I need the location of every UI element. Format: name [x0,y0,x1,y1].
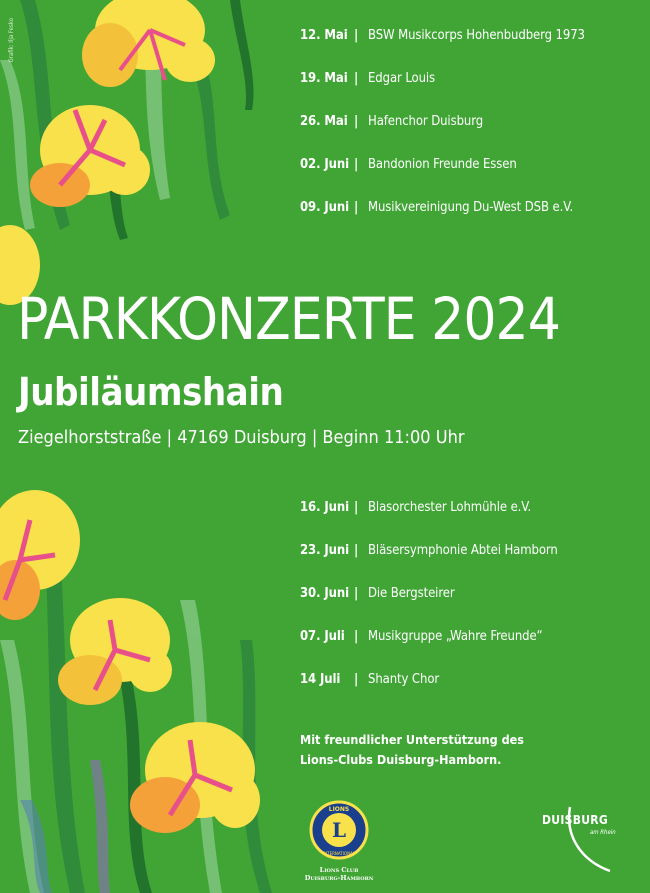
schedule-list-top [300,26,585,241]
illustration-credit: Grafik: Ilja Fesko [8,18,15,63]
schedule-item [300,584,558,627]
event-act: Musikvereinigung Du-West DSB e.V. [368,200,574,215]
separator: | [354,157,359,172]
schedule-list-bottom [300,498,558,713]
event-date: 16. Juni [300,500,349,515]
lions-club-label [304,866,374,882]
separator: | [354,629,359,644]
venue-name: Jubiläumshain [18,370,284,414]
event-act: Edgar Louis [368,71,436,86]
lions-badge-sub: INTERNATIONAL [322,851,356,856]
yellow-flower-icon [130,722,260,833]
lions-label-line: Lions Club [319,866,359,874]
separator: | [354,114,359,129]
schedule-item [300,541,558,584]
lions-emblem-icon [304,800,374,860]
event-date: 26. Mai [300,114,348,129]
event-act: Musikgruppe „Wahre Freunde“ [368,629,543,644]
event-date: 07. Juli [300,629,345,644]
schedule-item [300,670,558,713]
event-date: 14 Juli [300,672,341,687]
separator: | [354,586,359,601]
event-date: 19. Mai [300,71,348,86]
yellow-flower-icon [0,490,80,620]
sponsor-line: Mit freundlicher Unterstützung des [300,732,524,747]
separator: | [354,28,359,43]
duisburg-subline: am Rhein [590,829,616,836]
event-date: 02. Juni [300,157,349,172]
yellow-flower-icon [58,598,172,705]
separator: | [354,672,359,687]
duisburg-wordmark: DUISBURG [542,813,609,827]
event-date: 30. Juni [300,586,349,601]
lions-letter: L [331,818,347,842]
venue-address: Ziegelhorststraße | 47169 Duisburg | Beginn 11:00 Uhr [18,427,465,448]
event-act: Die Bergsteirer [368,586,455,601]
lions-badge-text: LIONS [328,806,350,813]
event-date: 12. Mai [300,28,348,43]
event-act: Bläsersymphonie Abtei Hamborn [368,543,558,558]
event-date: 23. Juni [300,543,349,558]
duisburg-logo [540,805,620,875]
schedule-item [300,26,585,69]
event-act: Hafenchor Duisburg [368,114,484,129]
schedule-item [300,627,558,670]
schedule-item [300,198,585,241]
schedule-item [300,69,585,112]
separator: | [354,71,359,86]
event-act: Shanty Chor [368,672,440,687]
separator: | [354,500,359,515]
event-act: Blasorchester Lohmühle e.V. [368,500,532,515]
lions-label-line: Duisburg-Hamborn [304,874,374,882]
event-date: 09. Juni [300,200,349,215]
schedule-item [300,155,585,198]
event-act: BSW Musikcorps Hohenbudberg 1973 [368,28,585,43]
poster-title: PARKKONZERTE 2024 [17,285,560,353]
schedule-item [300,112,585,155]
sponsor-line: Lions-Clubs Duisburg-Hamborn. [300,752,502,767]
event-act: Bandonion Freunde Essen [368,157,517,172]
separator: | [354,543,359,558]
separator: | [354,200,359,215]
schedule-item [300,498,558,541]
lions-club-logo [304,800,374,882]
sponsor-note [300,730,524,770]
